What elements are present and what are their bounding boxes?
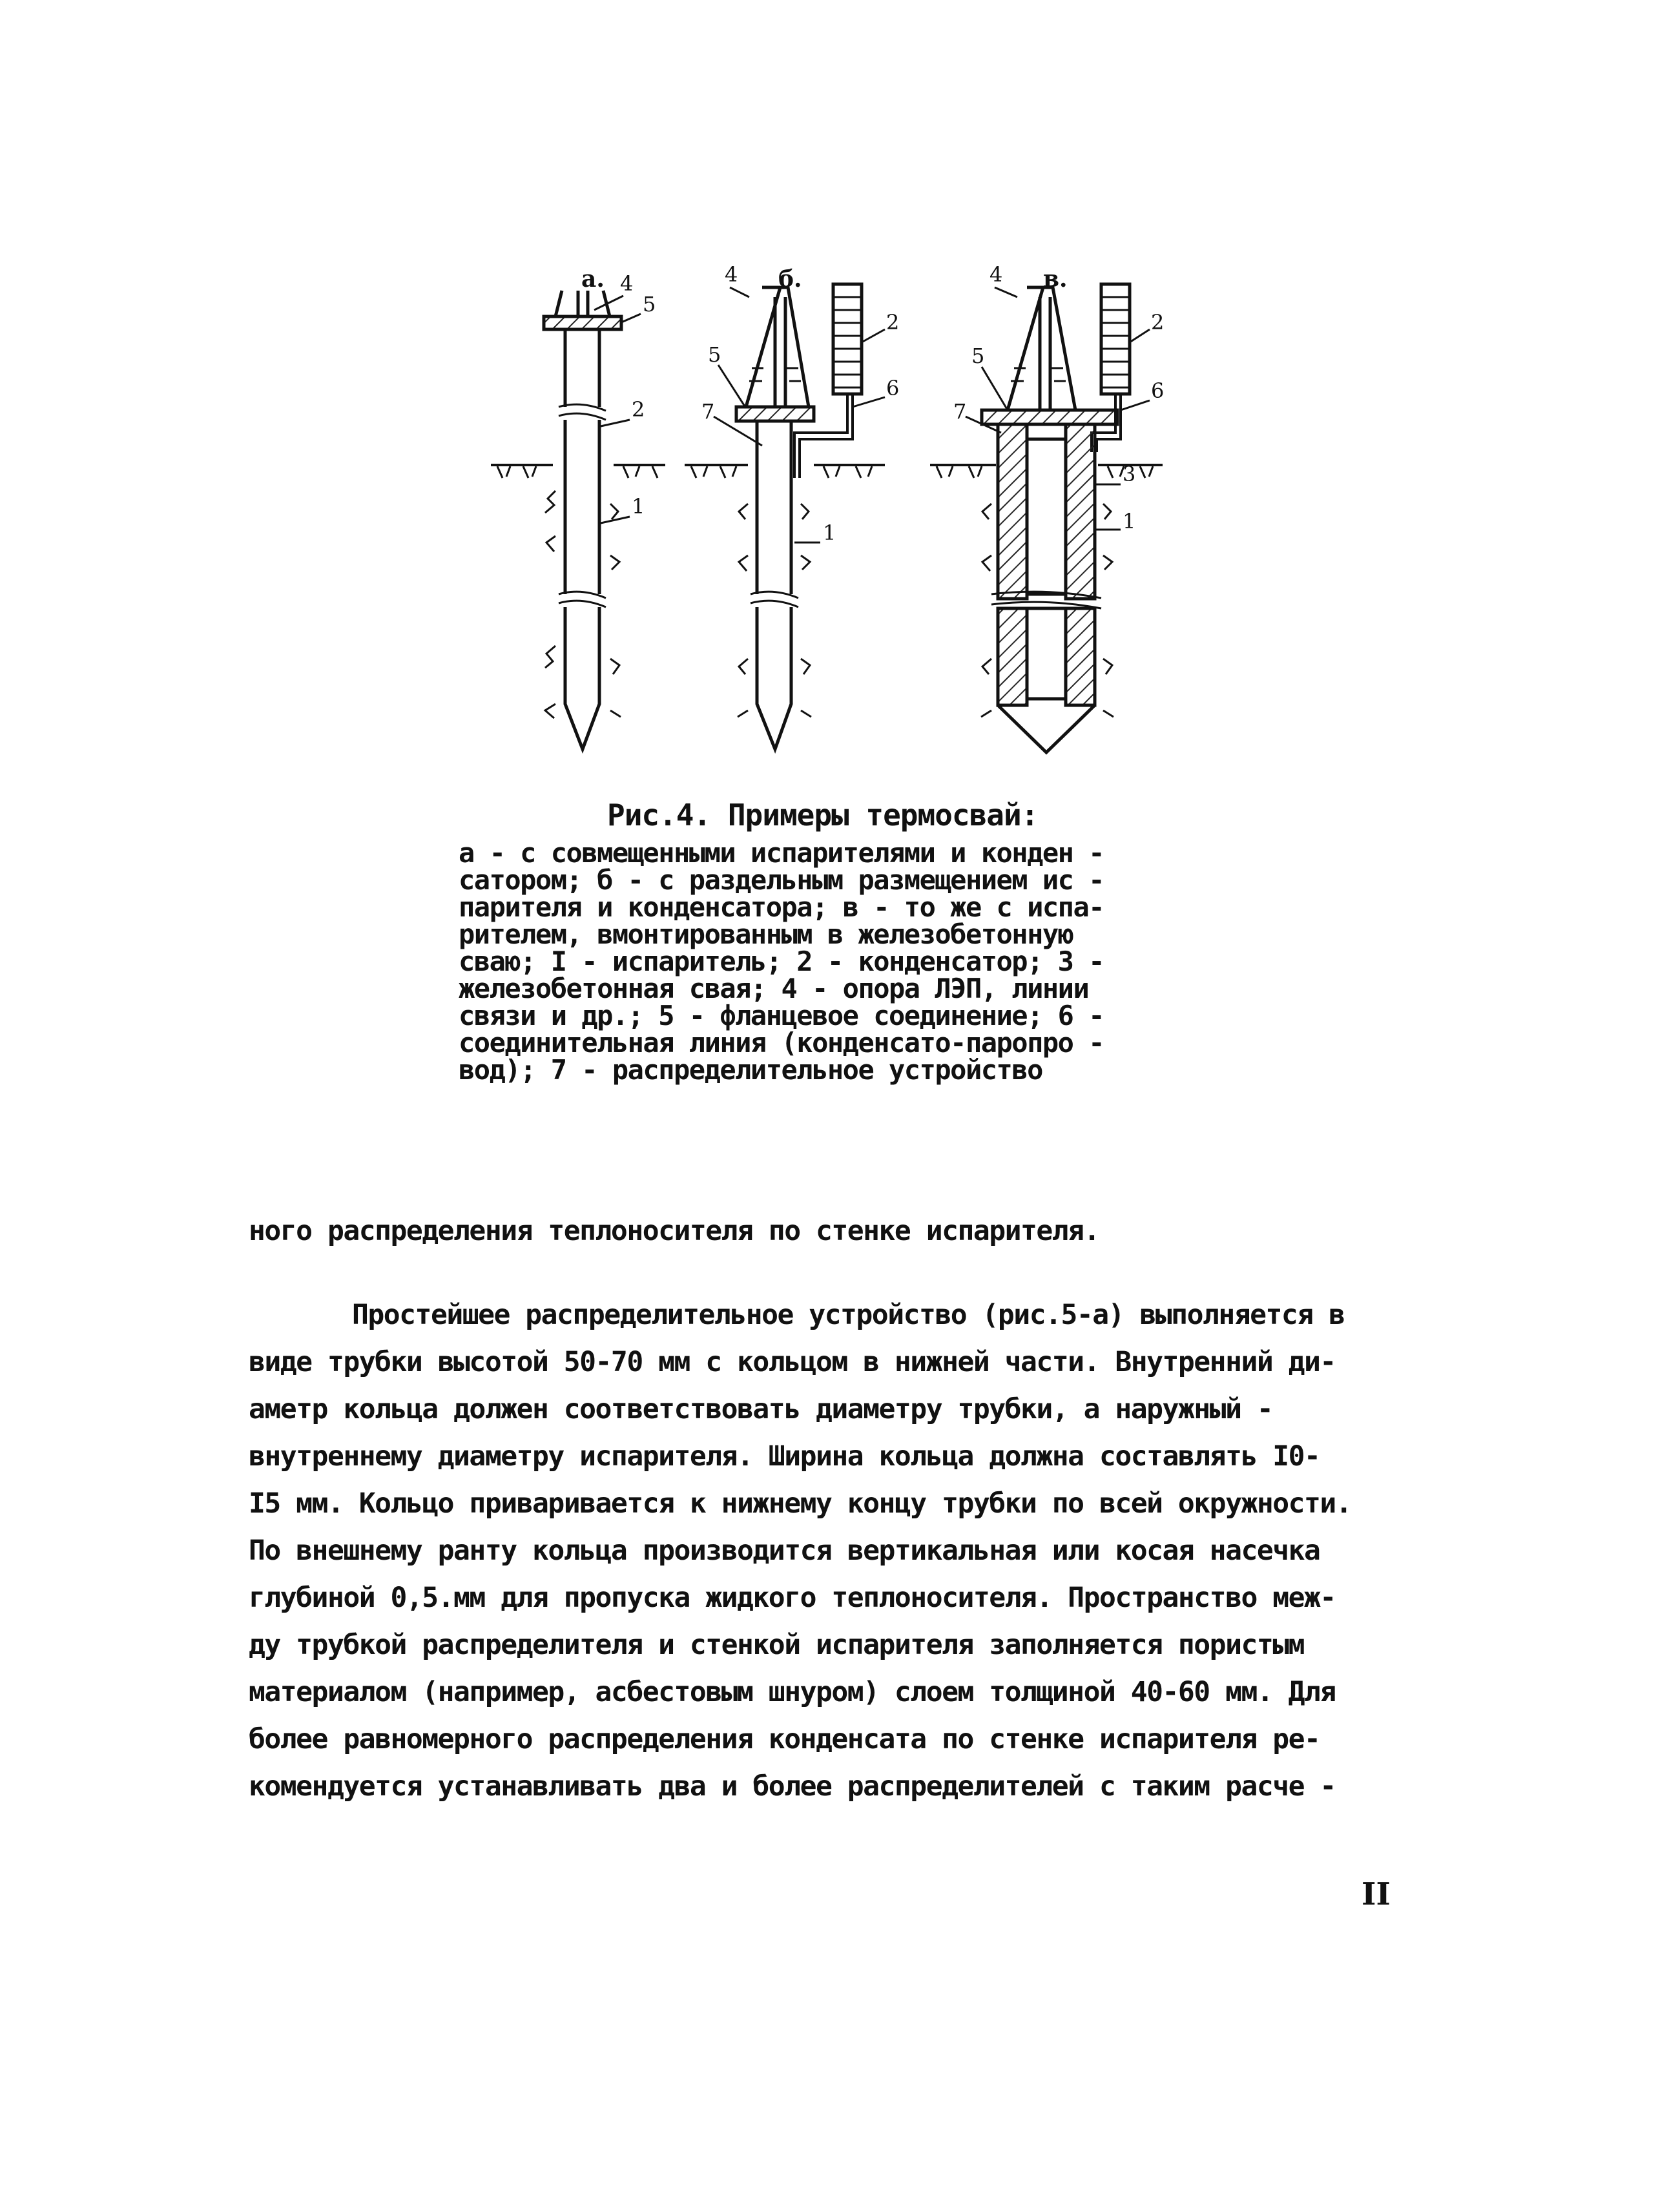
body-line: По внешнему ранту кольца производится вертикальная или косая насечка	[249, 1535, 1320, 1567]
figure-caption-title: Рис.4. Примеры термосвай:	[607, 798, 1039, 832]
thermopile-figure	[491, 258, 1201, 756]
caption-line: парителя и конденсатора; в - то же с испа-	[459, 891, 1104, 923]
callout-c-5: 5	[971, 344, 985, 368]
callout-b-2: 2	[886, 310, 900, 335]
page-number: II	[1362, 1876, 1391, 1912]
panel-c-sketch	[930, 262, 1164, 752]
caption-line: сваю; I - испаритель; 2 - конденсатор; 3 -	[459, 946, 1104, 977]
body-line: ного распределения теплоносителя по стенке испарителя.	[249, 1215, 1099, 1247]
body-line: глубиной 0,5.мм для пропуска жидкого теплоносителя. Пространство меж-	[249, 1582, 1336, 1614]
callout-c-3: 3	[1123, 462, 1136, 486]
body-line: более равномерного распределения конденсата по стенке испарителя ре-	[249, 1723, 1320, 1755]
figure-caption-body	[459, 837, 1201, 1086]
callout-a-1: 1	[632, 494, 645, 519]
callout-b-6: 6	[886, 376, 900, 400]
caption-line: связи и др.; 5 - фланцевое соединение; 6 -	[459, 1000, 1104, 1031]
caption-line: вод); 7 - распределительное устройство	[459, 1054, 1042, 1086]
callout-a-5: 5	[643, 292, 656, 316]
callout-c-7: 7	[953, 399, 967, 424]
callout-c-2: 2	[1151, 310, 1165, 335]
panel-a-sketch	[491, 265, 665, 749]
callout-b-1: 1	[823, 521, 836, 545]
panel-c-label: в.	[1043, 265, 1068, 293]
body-line: Простейшее распределительное устройство (рис.5-а) выполняется в	[352, 1299, 1345, 1331]
body-line: I5 мм. Кольцо приваривается к нижнему концу трубки по всей окружности.	[249, 1487, 1352, 1520]
callout-c-1: 1	[1123, 509, 1136, 533]
callout-b-7: 7	[701, 399, 715, 424]
caption-line: а - с совмещенными испарителями и конден -	[459, 837, 1104, 869]
body-line: ду трубкой распределителя и стенкой испарителя заполняется пористым	[249, 1629, 1305, 1661]
panel-a-label: а.	[581, 265, 605, 293]
body-line: аметр кольца должен соответствовать диаметру трубки, а наружный -	[249, 1393, 1273, 1425]
body-line: внутреннему диаметру испарителя. Ширина кольца должна составлять I0-	[249, 1440, 1320, 1473]
body-line: виде трубки высотой 50-70 мм с кольцом в нижней части. Внутренний ди-	[249, 1346, 1336, 1378]
caption-line: рителем, вмонтированным в железобетонную	[459, 918, 1073, 950]
caption-line: сатором; б - с раздельным размещением ис -	[459, 864, 1104, 896]
callout-b-5: 5	[708, 342, 721, 367]
callout-c-4: 4	[989, 262, 1003, 287]
callout-a-2: 2	[632, 397, 645, 422]
callout-a-4: 4	[620, 271, 634, 296]
callout-c-6: 6	[1151, 378, 1165, 403]
body-line: материалом (например, асбестовым шнуром) слоем толщиной 40-60 мм. Для	[249, 1676, 1336, 1708]
caption-line: железобетонная свая; 4 - опора ЛЭП, линии	[459, 973, 1089, 1004]
panel-b-label: б.	[778, 265, 802, 293]
body-line: комендуется устанавливать два и более распределителей с таким расче -	[249, 1770, 1336, 1803]
body-text	[249, 1208, 1431, 1810]
callout-b-4: 4	[725, 262, 738, 287]
panel-b-sketch	[685, 262, 899, 749]
caption-line: соединительная линия (конденсато-паропро -	[459, 1027, 1104, 1059]
